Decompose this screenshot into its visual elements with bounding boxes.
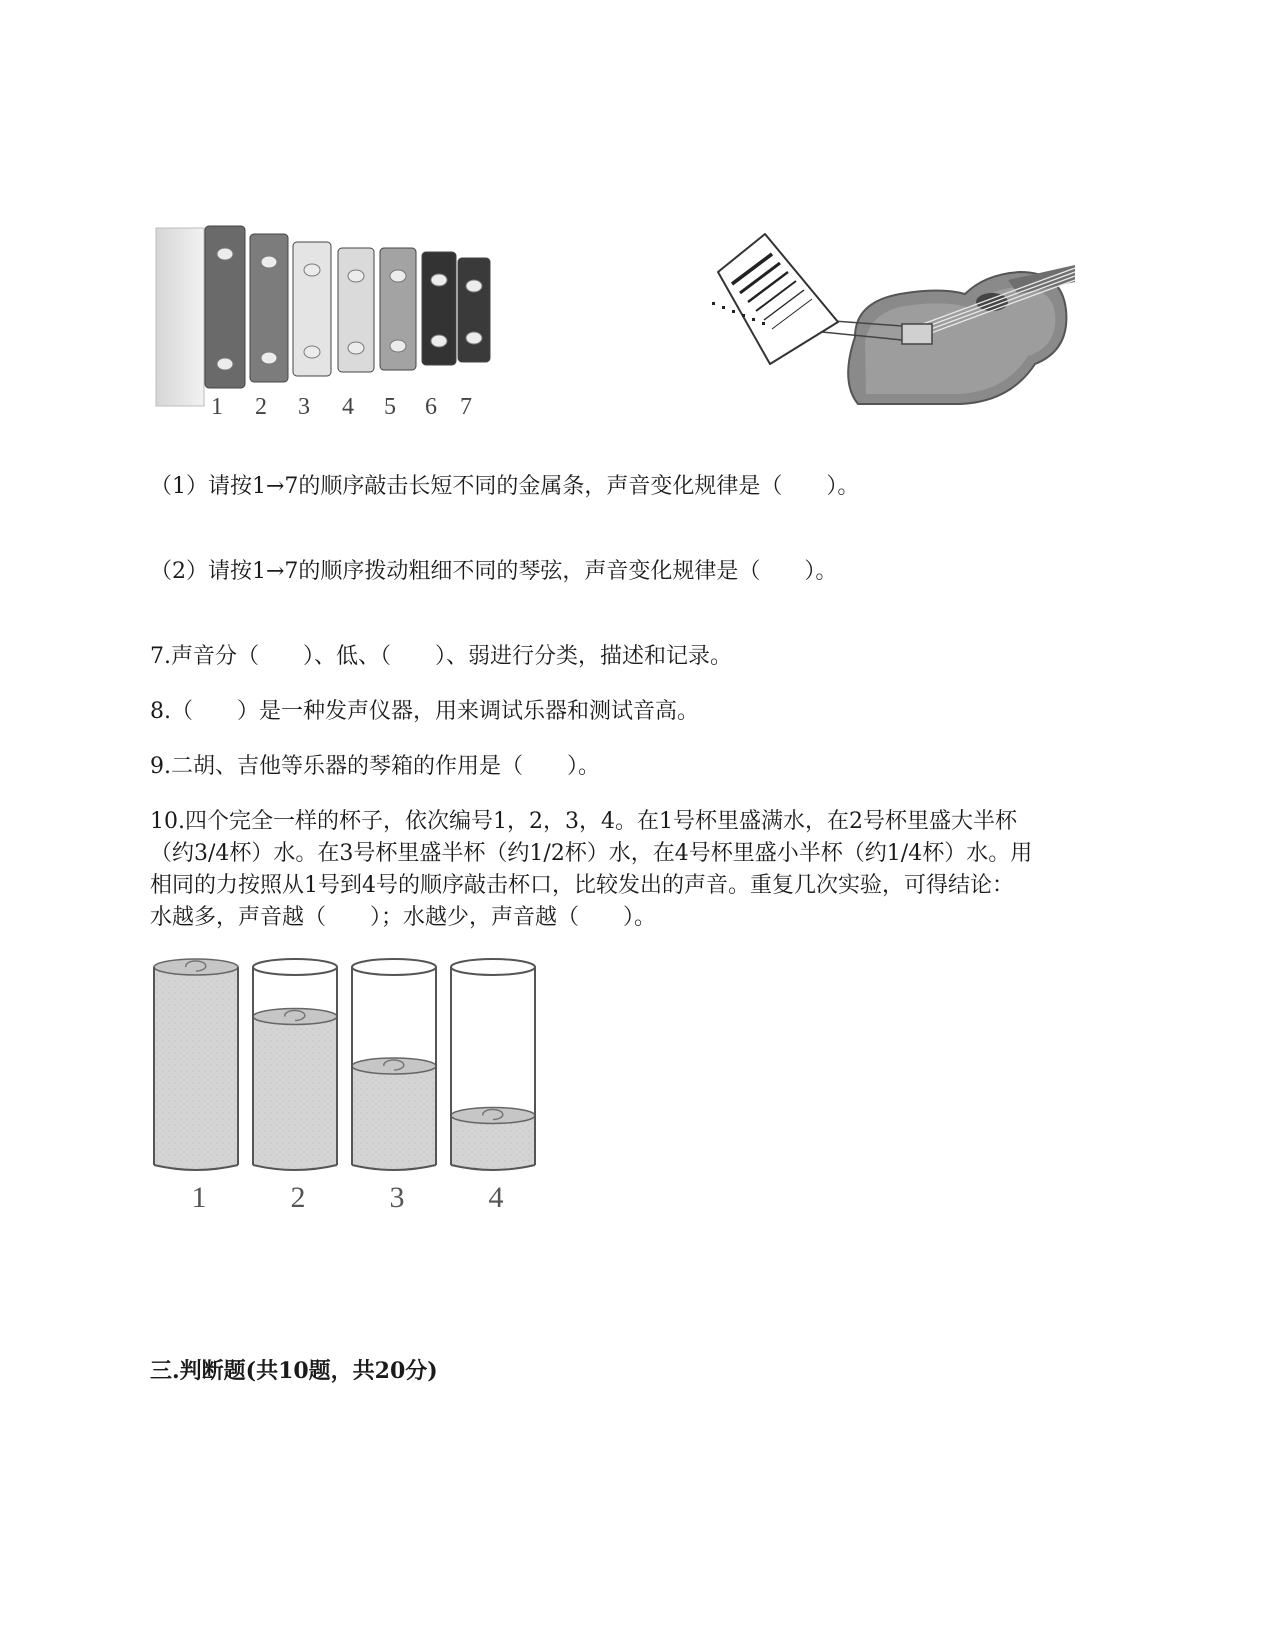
cup	[154, 959, 238, 1170]
xylophone-bar-number: 5	[384, 394, 396, 420]
cup-number: 2	[290, 1181, 306, 1214]
cup-number: 4	[488, 1181, 504, 1214]
guitar-figure	[690, 232, 1075, 412]
xylophone-figure	[150, 222, 510, 427]
xylophone-bar	[380, 248, 416, 370]
question-10-line: （约3/4杯）水。在3号杯里盛半杯（约1/2杯）水，在4号杯里盛小半杯（约1/4杯）水。用	[150, 841, 1033, 866]
guitar-bridge	[902, 324, 932, 344]
xylophone-bar-number: 6	[425, 394, 437, 420]
cup	[451, 959, 535, 1170]
question-6-part-1: （1）请按1→7的顺序敲击长短不同的金属条，声音变化规律是（ ）。	[150, 474, 860, 499]
xylophone-bar-number: 2	[255, 394, 267, 420]
xylophone-bar-number: 1	[211, 394, 223, 420]
question-9: 9.二胡、吉他等乐器的琴箱的作用是（ ）。	[150, 754, 600, 779]
xylophone-bar-number: 4	[342, 394, 354, 420]
cup	[253, 959, 337, 1170]
question-10-line: 水越多，声音越（ ）；水越少，声音越（ ）。	[150, 905, 657, 930]
question-6-part-2: （2）请按1→7的顺序拨动粗细不同的琴弦，声音变化规律是（ ）。	[150, 559, 838, 584]
xylophone-bar	[250, 234, 288, 382]
water	[253, 1017, 337, 1171]
cup	[352, 959, 436, 1170]
question-10-line: 10.四个完全一样的杯子，依次编号1，2，3，4。在1号杯里盛满水，在2号杯里盛大半杯	[150, 809, 1017, 834]
xylophone-bar	[338, 248, 374, 372]
cup-number: 1	[191, 1181, 207, 1214]
xylophone-bar-number: 3	[298, 394, 310, 420]
xylophone-bar	[422, 252, 456, 365]
question-7: 7.声音分（ ）、低、（ ）、弱进行分类，描述和记录。	[150, 644, 732, 669]
water	[352, 1066, 436, 1170]
section-3-heading: 三.判断题(共10题，共20分)	[150, 1358, 438, 1384]
string-callout	[718, 234, 838, 364]
question-10	[150, 806, 1125, 934]
xylophone-frame	[156, 228, 204, 406]
cup-number: 3	[389, 1181, 405, 1214]
xylophone-bar	[205, 226, 245, 388]
water	[154, 967, 238, 1170]
xylophone-bar	[293, 242, 331, 376]
question-10-line: 相同的力按照从1号到4号的顺序敲击杯口，比较发出的声音。重复几次实验，可得结论：	[150, 873, 1014, 898]
question-8: 8.（ ）是一种发声仪器，用来调试乐器和测试音高。	[150, 699, 699, 724]
cups-figure	[150, 955, 550, 1225]
xylophone-bar-number: 7	[460, 394, 472, 420]
xylophone-bar	[458, 258, 490, 362]
